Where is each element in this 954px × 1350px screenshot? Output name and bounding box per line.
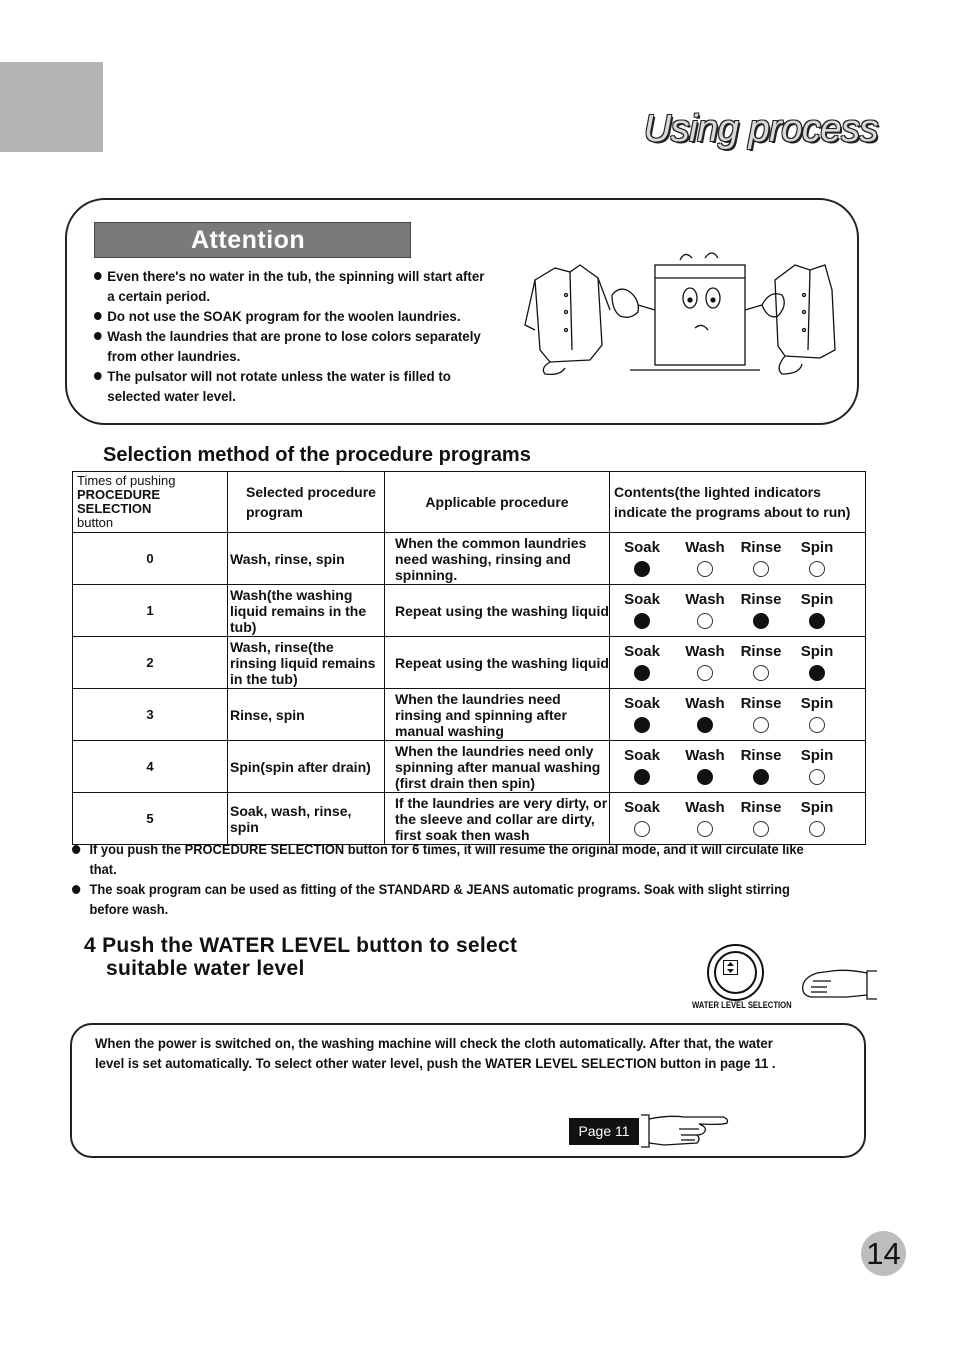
indicator-soak — [617, 799, 667, 837]
indicator-unlit-dot — [697, 613, 713, 629]
attention-list — [94, 266, 514, 406]
water-level-button[interactable] — [707, 944, 764, 1001]
page-title: Using process — [643, 108, 878, 150]
times-cell: 5 — [73, 793, 228, 845]
applicable-cell: Repeat using the washing liquid — [385, 585, 610, 637]
page-reference[interactable]: Page 11 — [569, 1118, 639, 1145]
indicator-unlit-dot — [809, 717, 825, 733]
attention-item: Wash the laundries that are prone to lose colors separately from other laundries. — [94, 326, 493, 366]
indicator-wash — [680, 539, 730, 577]
program-cell: Wash, rinse(the rinsing liquid remains in the tub) — [228, 637, 385, 689]
indicator-label: Wash — [685, 695, 725, 712]
indicator-label: Wash — [685, 643, 725, 660]
indicator-label: Soak — [624, 695, 660, 712]
indicator-wash — [680, 799, 730, 837]
indicator-lit-dot — [634, 665, 650, 681]
indicator-label: Wash — [685, 539, 725, 556]
indicator-soak — [617, 591, 667, 629]
table-row — [73, 793, 866, 845]
header-contents: Contents(the lighted indicators indicate the programs about to run) — [610, 472, 866, 533]
indicator-label: Wash — [685, 799, 725, 816]
indicator-unlit-dot — [753, 665, 769, 681]
indicator-label: Wash — [685, 747, 725, 764]
indicator-label: Rinse — [740, 747, 782, 764]
procedure-table — [72, 471, 866, 845]
indicator-label: Spin — [800, 591, 834, 608]
indicator-rinse — [736, 643, 786, 681]
table-row — [73, 533, 866, 585]
indicator-rinse — [736, 591, 786, 629]
indicator-unlit-dot — [634, 821, 650, 837]
indicator-spin — [792, 591, 842, 629]
indicator-cell — [610, 689, 866, 741]
notes-list — [72, 839, 892, 919]
indicator-wash — [680, 695, 730, 733]
applicable-cell: When the common laundries need washing, rinsing and spinning. — [385, 533, 610, 585]
washing-machine-illustration — [520, 250, 840, 390]
indicator-unlit-dot — [753, 717, 769, 733]
table-row — [73, 689, 866, 741]
indicator-unlit-dot — [697, 665, 713, 681]
indicator-label: Spin — [800, 747, 834, 764]
applicable-cell: Repeat using the washing liquid — [385, 637, 610, 689]
indicator-unlit-dot — [697, 821, 713, 837]
indicator-label: Soak — [624, 643, 660, 660]
indicator-wash — [680, 747, 730, 785]
indicator-lit-dot — [809, 613, 825, 629]
header-times: Times of pushing PROCEDURE SELECTION button — [73, 472, 228, 533]
applicable-cell: When the laundries need only spinning after manual washing (first drain then spin) — [385, 741, 610, 793]
up-down-arrow-icon — [723, 960, 738, 975]
indicator-cell — [610, 637, 866, 689]
indicator-label: Rinse — [740, 799, 782, 816]
indicator-label: Spin — [800, 539, 834, 556]
program-cell: Wash, rinse, spin — [228, 533, 385, 585]
indicator-rinse — [736, 695, 786, 733]
step-heading — [84, 934, 644, 980]
program-cell: Spin(spin after drain) — [228, 741, 385, 793]
indicator-label: Spin — [800, 695, 834, 712]
indicator-label: Soak — [624, 539, 660, 556]
attention-box — [65, 198, 859, 425]
program-cell: Wash(the washing liquid remains in the tub) — [228, 585, 385, 637]
times-cell: 4 — [73, 741, 228, 793]
indicator-unlit-dot — [753, 561, 769, 577]
indicator-rinse — [736, 539, 786, 577]
indicator-soak — [617, 643, 667, 681]
indicator-cell — [610, 741, 866, 793]
attention-item: Do not use the SOAK program for the woolen laundries. — [94, 306, 493, 326]
indicator-lit-dot — [753, 613, 769, 629]
indicator-label: Rinse — [740, 539, 782, 556]
indicator-spin — [792, 747, 842, 785]
indicator-soak — [617, 695, 667, 733]
header-applicable: Applicable procedure — [385, 472, 610, 533]
corner-tab — [0, 62, 103, 152]
indicator-label: Soak — [624, 591, 660, 608]
times-cell: 0 — [73, 533, 228, 585]
indicator-lit-dot — [634, 769, 650, 785]
indicator-unlit-dot — [697, 561, 713, 577]
indicator-label: Rinse — [740, 695, 782, 712]
indicator-label: Wash — [685, 591, 725, 608]
indicator-spin — [792, 695, 842, 733]
attention-header: Attention — [94, 222, 411, 258]
indicator-label: Rinse — [740, 591, 782, 608]
indicator-lit-dot — [809, 665, 825, 681]
indicator-soak — [617, 747, 667, 785]
indicator-spin — [792, 539, 842, 577]
indicator-spin — [792, 643, 842, 681]
times-cell: 2 — [73, 637, 228, 689]
info-box — [70, 1023, 866, 1158]
info-text: When the power is switched on, the washing machine will check the cloth automatically. After that, the water level is set automatically. To select other water level, push the WATER LEVEL SELECTION button in page 11 . — [95, 1035, 776, 1071]
step-heading-line1: 4 Push the WATER LEVEL button to select — [84, 934, 518, 957]
table-row — [73, 637, 866, 689]
indicator-cell — [610, 533, 866, 585]
indicator-cell — [610, 793, 866, 845]
indicator-label: Soak — [624, 747, 660, 764]
program-cell: Rinse, spin — [228, 689, 385, 741]
indicator-wash — [680, 643, 730, 681]
indicator-unlit-dot — [809, 561, 825, 577]
indicator-unlit-dot — [809, 821, 825, 837]
indicator-soak — [617, 539, 667, 577]
table-row — [73, 585, 866, 637]
attention-item: The pulsator will not rotate unless the water is filled to selected water level. — [94, 366, 493, 406]
indicator-lit-dot — [697, 769, 713, 785]
attention-item: Even there's no water in the tub, the spinning will start after a certain period. — [94, 266, 493, 306]
indicator-lit-dot — [634, 613, 650, 629]
applicable-cell: If the laundries are very dirty, or the sleeve and collar are dirty, first soak then wash — [385, 793, 610, 845]
table-row — [73, 741, 866, 793]
note-item: The soak program can be used as fitting of the STANDARD & JEANS automatic programs. Soak with slight stirring before wash. — [72, 879, 826, 919]
times-cell: 3 — [73, 689, 228, 741]
indicator-label: Soak — [624, 799, 660, 816]
indicator-wash — [680, 591, 730, 629]
indicator-lit-dot — [753, 769, 769, 785]
indicator-label: Spin — [800, 643, 834, 660]
pointing-hand-icon — [639, 1111, 731, 1151]
indicator-label: Spin — [800, 799, 834, 816]
program-cell: Soak, wash, rinse, spin — [228, 793, 385, 845]
indicator-lit-dot — [634, 561, 650, 577]
indicator-cell — [610, 585, 866, 637]
indicator-spin — [792, 799, 842, 837]
indicator-unlit-dot — [809, 769, 825, 785]
page-number: 14 — [861, 1231, 906, 1276]
indicator-lit-dot — [634, 717, 650, 733]
header-program: Selected procedure program — [228, 472, 385, 533]
note-item: If you push the PROCEDURE SELECTION button for 6 times, it will resume the original mode, and it will circulate like that. — [72, 839, 826, 879]
pointing-hand-icon — [797, 967, 877, 1003]
times-cell: 1 — [73, 585, 228, 637]
section-heading: Selection method of the procedure programs — [103, 444, 531, 466]
water-level-button-label: WATER LEVEL SELECTION — [692, 1000, 792, 1010]
indicator-rinse — [736, 799, 786, 837]
step-heading-line2: suitable water level — [106, 957, 305, 980]
indicator-unlit-dot — [753, 821, 769, 837]
table-header-row — [73, 472, 866, 533]
applicable-cell: When the laundries need rinsing and spinning after manual washing — [385, 689, 610, 741]
indicator-label: Rinse — [740, 643, 782, 660]
indicator-lit-dot — [697, 717, 713, 733]
indicator-rinse — [736, 747, 786, 785]
